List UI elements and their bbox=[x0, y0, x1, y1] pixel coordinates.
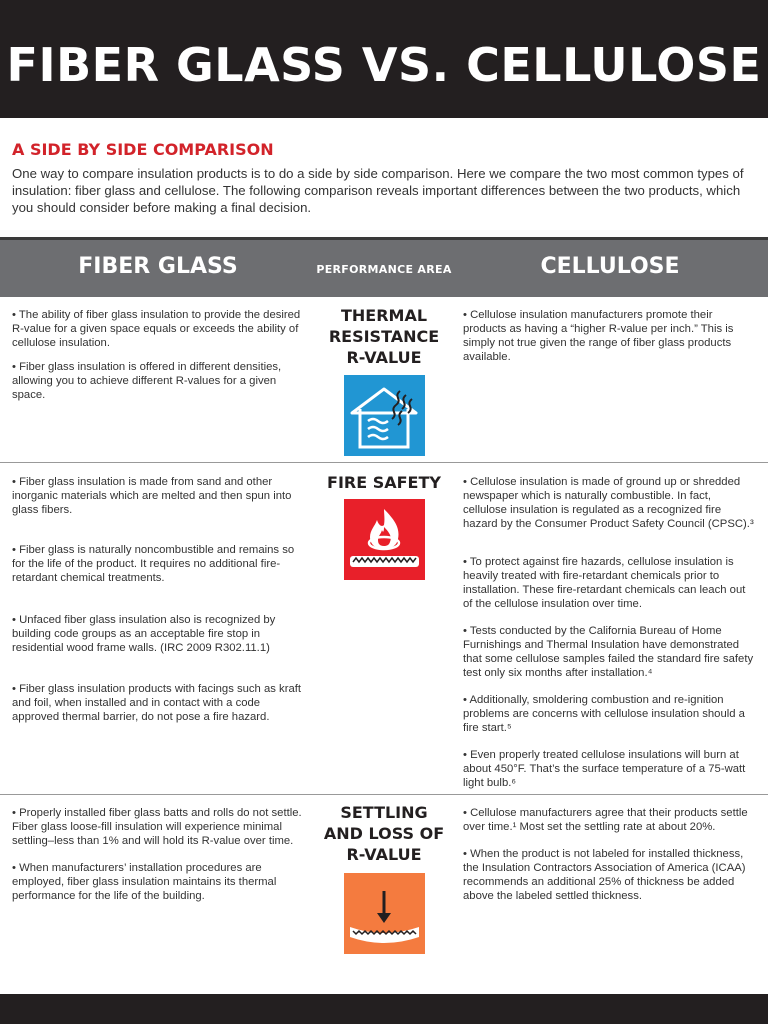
page-title: FIBER GLASS VS. CELLULOSE bbox=[6, 38, 762, 92]
cellulose-bullet: • Cellulose manufacturers agree that their products settle over time.¹ Most set the settling rate at about 20%. bbox=[463, 807, 748, 833]
fiberglass-bullet: • The ability of fiber glass insulation to provide the desired R-value for a given space equals or exceeds the ability of cellulose insulation. bbox=[12, 309, 301, 349]
flame-icon bbox=[344, 499, 425, 580]
fiberglass-bullet: • Fiber glass insulation products with facings such as kraft and foil, when installed and in contact with a code approved thermal barrier, do not pose a fire hazard. bbox=[12, 683, 302, 723]
intro-heading: A SIDE BY SIDE COMPARISON bbox=[12, 140, 274, 159]
area-title-line: RESISTANCE bbox=[328, 327, 440, 346]
area-title-line: R-VALUE bbox=[346, 845, 422, 864]
fiberglass-bullet: • Unfaced fiber glass insulation also is recognized by building code groups as an acceptable fire stop in residential wood frame walls. (IRC 2009 R302.11.1) bbox=[12, 614, 276, 654]
area-title-line: THERMAL bbox=[340, 306, 428, 325]
area-title-line: FIRE SAFETY bbox=[327, 473, 441, 492]
cellulose-bullet: • Tests conducted by the California Bureau of Home Furnishings and Thermal Insulation have demonstrated that some cellulose samples failed the standard fire safety test only six months after installation.⁴ bbox=[463, 625, 754, 679]
area-title-line: AND LOSS OF bbox=[323, 824, 445, 843]
cellulose-bullet: • Additionally, smoldering combustion and re-ignition problems are concerns with cellulose insulation should a fire start.⁵ bbox=[463, 694, 745, 734]
cellulose-bullet: • Cellulose insulation manufacturers promote their products as having a “higher R-value per inch.” This is simply not true given the range of fiber glass products available. bbox=[463, 309, 734, 363]
intro-section bbox=[12, 140, 760, 216]
fiberglass-bullet: • Fiber glass insulation is made from sand and other inorganic materials which are melted and then spun into glass fibers. bbox=[12, 476, 292, 516]
fiberglass-column-header: FIBER GLASS bbox=[78, 254, 238, 279]
cellulose-bullet: • When the product is not labeled for installed thickness, the Insulation Contractors Association of America (ICAA) recommends an additional 25% of thickness be added above the labeled settled thickness. bbox=[463, 848, 746, 902]
thermal-resistance-section bbox=[0, 297, 768, 461]
cellulose-bullet: • Cellulose insulation is made of ground up or shredded newspaper which is naturally combustible. In fact, cellulose insulation is regulated as a recognized fire hazard by the Consumer Product Safety Council (CPSC).³ bbox=[463, 476, 754, 530]
cellulose-bullet: • Even properly treated cellulose insulations will burn at about 450°F. That’s the surface temperature of a 75-watt light bulb.⁶ bbox=[463, 749, 746, 789]
intro-text: One way to compare insulation products is to do a side by side comparison. Here we compare the two most common types of insulation: fiber glass and cellulose. The following comparison reveals important differences between the two products, which you should consider before making a final decision. bbox=[12, 166, 744, 215]
cellulose-bullet: • To protect against fire hazards, cellulose insulation is heavily treated with fire-retardant chemicals prior to installation. These fire-retardant chemicals can leach out of the cellulose insulation over time. bbox=[463, 556, 746, 610]
area-title-line: R-VALUE bbox=[346, 348, 422, 367]
fiberglass-bullet: • Properly installed fiber glass batts and rolls do not settle. Fiber glass loose-fill insulation will experience minimal settling–less than 1% and will hold its R-value over time. bbox=[12, 807, 302, 847]
cellulose-column-header: CELLULOSE bbox=[540, 254, 680, 279]
house-heat-icon bbox=[344, 375, 425, 456]
footer-bar bbox=[0, 994, 768, 1024]
settling-section bbox=[0, 794, 768, 988]
fire-area-column bbox=[316, 472, 452, 493]
fire-safety-section bbox=[0, 462, 768, 788]
fiberglass-bullet: • Fiber glass insulation is offered in different densities, allowing you to achieve different R-values for a given space. bbox=[12, 361, 282, 401]
settling-area-column bbox=[316, 802, 452, 865]
area-title-line: SETTLING bbox=[340, 803, 428, 822]
settling-arrow-icon bbox=[344, 873, 425, 954]
comparison-header bbox=[0, 237, 768, 297]
fiberglass-bullet: • When manufacturers’ installation procedures are employed, fiber glass insulation maintains its thermal performance for the life of the building. bbox=[12, 862, 277, 902]
thermal-area-column bbox=[316, 305, 452, 461]
title-banner bbox=[0, 0, 768, 118]
fiberglass-bullet: • Fiber glass is naturally noncombustible and remains so for the life of the product. It requires no additional fire-retardant chemical treatments. bbox=[12, 544, 295, 584]
performance-area-header: PERFORMANCE AREA bbox=[316, 263, 452, 276]
